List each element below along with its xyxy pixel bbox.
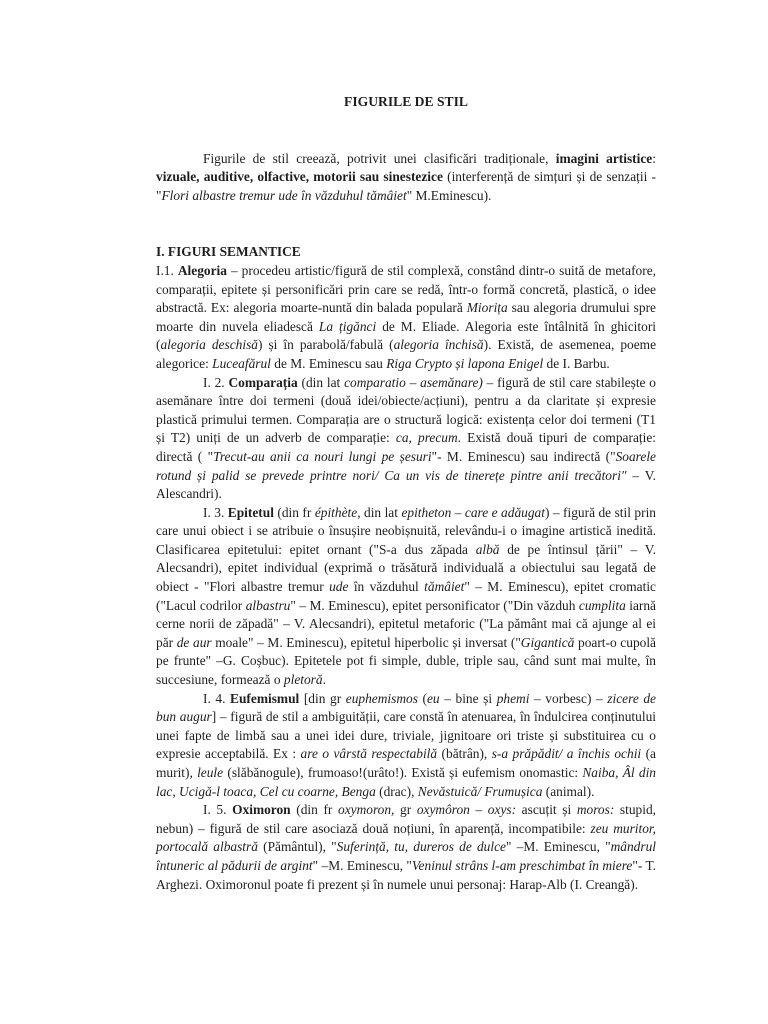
item-number: I. 2. [203,374,229,390]
paragraph-eufemismul [156,690,656,802]
italic-text: de aur [176,634,212,650]
italic-text: s-a prăpădit/ a închis ochii [491,746,642,762]
text: – vorbesc) – [529,690,608,706]
text: – procedeu artistic/figură de stil complexă, constând dintr-o suită de metafore, comparații, epitete și personificări prin care se redă, într-o formă concretă, plastică, o idee abstractă. Ex: alegoria moarte-nuntă din balada populară [156,262,656,316]
text: de I. Barbu. [543,355,610,371]
italic-text: mândrul întuneric al pădurii de argint [156,839,656,873]
italic-text: ude [329,579,349,595]
intro-text: Figurile de stil creează, potrivit unei clasificări tradiționale, [203,150,556,166]
text: ) și în parabolă/fabulă ( [257,337,394,353]
text: gr [394,802,417,818]
item-number: I.1. [156,262,178,278]
italic-text: tămâiet [424,579,465,595]
italic-text: Suferință, tu, dureros de dulce [336,839,506,855]
text: (Pământul), " [257,839,337,855]
text: sau alegoria drumului spre moarte din nuvela eliadescă [156,300,656,334]
item-number: I. 3. [203,504,228,520]
text: ) – figură de stil prin care unui obiect i se atribuie o însușire neobișnuită, relevându-i o imagine artistică inedită. Clasificarea epitetului: epitet ornant ("S-a dus zăpada [156,504,656,557]
italic-text: leule [197,765,224,780]
italic-text: Soarele rotund și palid se prevede printre nori/ Ca un vis de tinerețe pintre anii trecători" [156,448,656,483]
italic-text: Gigantică [520,634,575,650]
italic-text: albă [475,541,500,557]
text: (drac), [375,783,418,799]
italic-text: moros: [576,802,615,818]
intro-bold: vizuale, auditive, olfactive, motorii sau sinestezice [156,169,443,185]
italic-text: ca, precum [395,430,458,446]
italic-text: euphemismos [345,690,418,706]
paragraph-alegoria [156,262,656,374]
section-heading: I. FIGURI SEMANTICE [156,244,301,260]
text: " – M. Eminescu), epitet personificator ("Din văzduh [290,597,579,613]
italic-text: alegoria deschisă [160,337,258,353]
italic-text: alegoria închisă [393,337,484,353]
italic-text: comparatio – asemănare) [344,374,483,390]
term: Epitetul [227,504,274,520]
item-number: I. 4. [203,690,231,706]
italic-text: Nevăstuică/ Frumușica [417,783,543,799]
text: . [322,672,326,688]
paragraph-comparatia [156,374,656,504]
text: (din fr [273,504,315,520]
italic-text: La țigănci [318,318,377,334]
italic-text: oxymôron – oxys: [416,802,517,818]
text: "- M. Eminescu) sau indirectă (" [431,448,616,464]
text: ascuțit și [516,802,577,818]
text: (bătrân), [437,746,492,762]
italic-text: cumplita [578,597,626,613]
text: în văzduhul [348,579,425,595]
text: – bine și [439,690,497,706]
intro-bold: imagini artistice [555,150,653,166]
text: poart-o cupolă pe frunte" –G. Coșbuc). Epitetele pot fi simple, duble, triple sau, când sunt mai multe, în succesiune, formează o [156,634,656,688]
text: " –M. Eminescu, " [312,857,412,873]
text: (a murit), [156,746,656,780]
italic-text: phemi [496,690,530,706]
italic-text: are o vârstă respectabilă [300,746,438,762]
paragraph-oximoron [156,801,656,894]
italic-text: oxymoron, [338,802,395,818]
intro-text: : [652,150,656,166]
term: Comparația [228,374,298,390]
italic-text: zeu muritor, portocală albastră [156,820,657,855]
italic-text: Riga Crypto și lapona Enigel [386,355,544,371]
italic-text: Naiba, Âl din lac, Ucigă-l toaca, Cel cu coarne, Benga [156,765,656,799]
intro-text: " M.Eminescu). [406,187,492,203]
item-number: I. 5. [203,802,233,818]
text: – V. Alescandri). [156,467,656,502]
text: " –M. Eminescu, " [505,839,611,855]
italic-text: Veninul strâns l-am preschimbat în miere [411,857,633,873]
term: Alegoria [177,262,227,278]
text: . Există două tipuri de comparație: directă ( " [156,430,656,464]
text: ] – figură de stil a ambiguității, care constă în atenuarea, în îndulcirea conținutului unei fapte de limbă sau a unei idei dure, triviale, jignitoare ori triste și substituirea cu o expresie acceptabilă. Ex : [156,709,656,762]
text: [din gr [299,690,346,706]
italic-text: Trecut-au anii ca nouri lungi pe șesuri [213,448,432,464]
text: ). Există, de asemenea, poeme alegorice: [156,337,657,371]
text: (din lat [297,374,345,390]
text: de M. Eminescu sau [270,355,387,371]
intro-paragraph [156,150,656,206]
italic-text: Miorița [466,300,508,316]
italic-text: epitheton – care e adăugat [401,504,545,520]
text: "- T. Arghezi. Oximoronul poate fi prezent și în numele unui personaj: Harap-Alb (I. Creangă). [156,857,656,892]
italic-text: pletoră [283,672,323,688]
text: din lat [360,504,402,520]
text: (din fr [290,802,338,818]
italic-text: albastru [245,597,291,613]
italic-text: Luceafărul [212,355,271,371]
text: moale" – M. Eminescu), epitetul hiperbolic și inversat (" [211,634,521,650]
page-title: FIGURILE DE STIL [344,94,468,109]
paragraph-epitetul [156,504,656,690]
text: stupid, nebun) – figură de stil care asociază două noțiuni, în aparență, incompatibile: [156,802,656,836]
term: Oximoron [232,802,291,818]
text: (slăbănogule), frumoaso!(urâto!). Există și eufemism onomastic: [223,765,583,780]
text: de pe întinsul țării" – V. Alecsandri), epitet individual (exprimă o trăsătură individuală a obiectului sau legată de obiect - "Flori albastre tremur [156,541,656,595]
intro-text: (interferență de simțuri și de senzații - " [156,169,656,203]
intro-quote: Flori albastre tremur ude în văzduhul tămâiet [161,187,407,203]
text: ( [417,690,427,706]
text: " – M. Eminescu), epitet cromatic ("Lacul codrilor [156,579,656,613]
italic-text: épithète, [314,504,361,520]
text: – figură de stil care stabilește o asemănare între doi termeni (două idei/obiecte/acțiuni), pentru a da claritate și expresie plastică primului termen. Comparația are o structură logică: existența celor doi termeni (T1 și T2) uniți de un adverb de comparație: [156,374,657,446]
text: iarnă cerne norii de zăpadă" – V. Alecsandri), epitetul metaforic ("La pământ mai că ajunge al ei păr [156,597,657,650]
text: de M. Eliade. Alegoria este întâlnită în ghicitori ( [156,318,657,353]
italic-text: eu [426,690,440,706]
italic-text: zicere de bun augur [156,690,657,725]
term: Eufemismul [230,690,300,706]
text: (animal). [542,783,595,799]
